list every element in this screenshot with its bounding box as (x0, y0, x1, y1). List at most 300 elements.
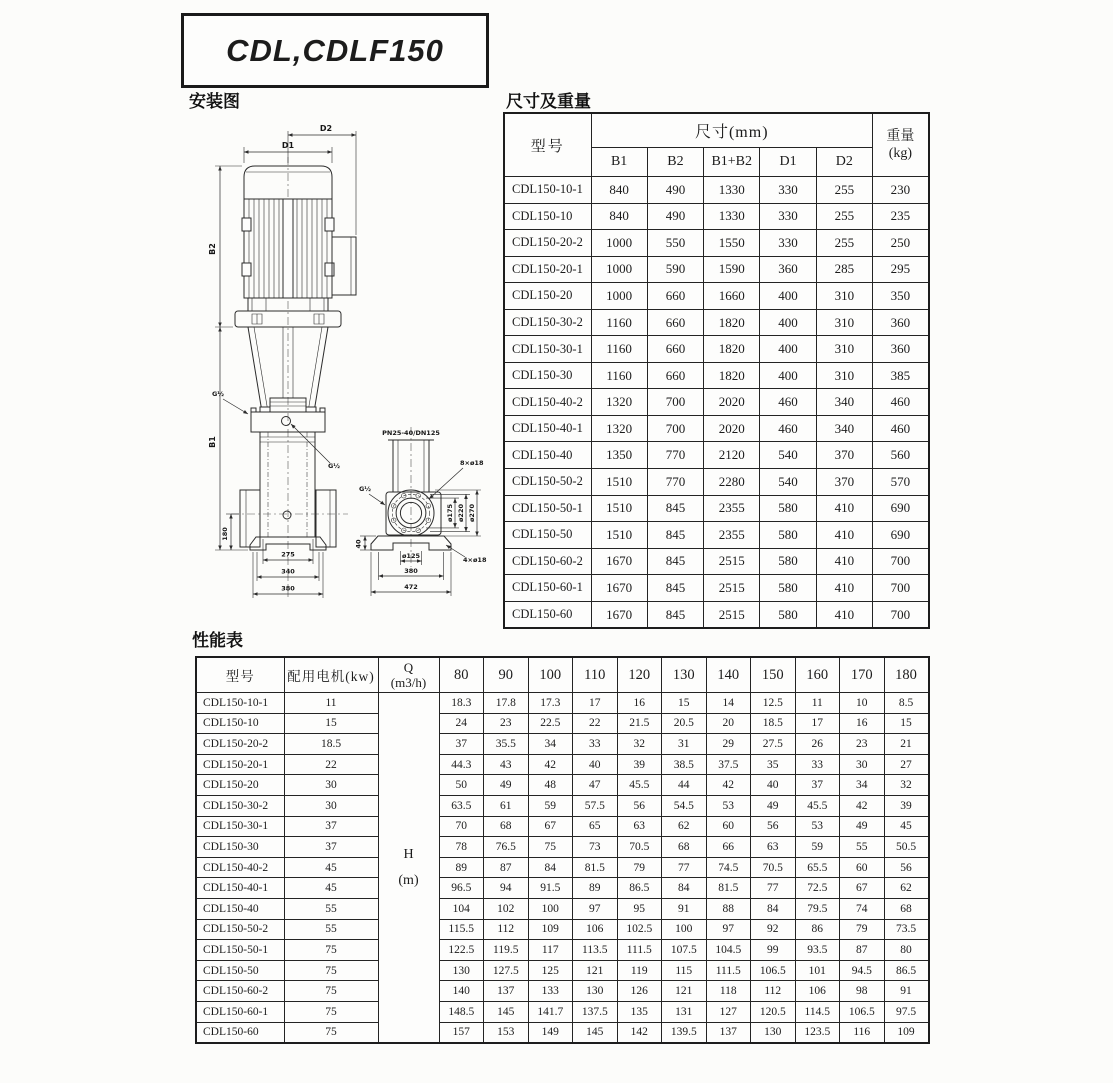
head-value-cell: 97.5 (884, 1001, 929, 1022)
table-row (504, 177, 929, 204)
model-cell: CDL150-10-1 (196, 693, 284, 714)
dim-label-dia125: ø125 (401, 552, 421, 560)
model-cell: CDL150-10 (196, 713, 284, 734)
value-cell: 1320 (591, 389, 647, 416)
head-value-cell: 60 (840, 857, 885, 878)
value-cell: 1330 (704, 177, 760, 204)
value-cell: 660 (647, 362, 703, 389)
value-cell: 1510 (591, 522, 647, 549)
head-value-cell: 34 (528, 734, 573, 755)
head-value-cell: 14 (706, 693, 751, 714)
model-cell: CDL150-50-1 (504, 495, 591, 522)
dim-size-col-header: B1+B2 (704, 148, 760, 177)
junction-box (332, 237, 356, 295)
value-cell: 1820 (704, 309, 760, 336)
head-value-cell: 56 (884, 857, 929, 878)
head-value-cell: 125 (528, 960, 573, 981)
value-cell: 1670 (591, 575, 647, 602)
value-cell: 310 (816, 362, 872, 389)
head-value-cell: 126 (617, 981, 662, 1002)
model-cell: CDL150-60-2 (504, 548, 591, 575)
weight-header-line2: (kg) (888, 146, 913, 161)
head-value-cell: 49 (484, 775, 529, 796)
head-value-cell: 45 (884, 816, 929, 837)
performance-heading: 性能表 (192, 631, 243, 650)
table-row (196, 878, 929, 899)
model-cell: CDL150-30-2 (504, 309, 591, 336)
head-value-cell: 44.3 (439, 754, 484, 775)
value-cell: 1160 (591, 309, 647, 336)
head-value-cell: 106.5 (751, 960, 796, 981)
value-cell: 1000 (591, 283, 647, 310)
head-value-cell: 91.5 (528, 878, 573, 899)
model-cell: CDL150-30 (196, 837, 284, 858)
head-value-cell: 119.5 (484, 940, 529, 961)
value-cell: 385 (873, 362, 929, 389)
head-value-cell: 23 (840, 734, 885, 755)
head-value-cell: 45.5 (795, 795, 840, 816)
head-value-cell: 37 (439, 734, 484, 755)
model-cell: CDL150-60-2 (196, 981, 284, 1002)
perf-header-row (196, 657, 929, 693)
model-cell: CDL150-40-1 (196, 878, 284, 899)
value-cell: 660 (647, 283, 703, 310)
table-row (196, 713, 929, 734)
dim-size-col-header: D1 (760, 148, 816, 177)
head-value-cell: 148.5 (439, 1001, 484, 1022)
head-value-cell: 21 (884, 734, 929, 755)
value-cell: 690 (873, 522, 929, 549)
weight-header-line1: 重量 (886, 129, 915, 144)
value-cell: 400 (760, 283, 816, 310)
head-value-cell: 84 (751, 898, 796, 919)
head-value-cell: 56 (617, 795, 662, 816)
head-value-cell: 68 (484, 816, 529, 837)
value-cell: 770 (647, 469, 703, 496)
table-row (504, 256, 929, 283)
head-value-cell: 62 (884, 878, 929, 899)
value-cell: 460 (760, 389, 816, 416)
model-cell: CDL150-60 (504, 601, 591, 628)
model-title-box (181, 13, 489, 88)
value-cell: 1000 (591, 256, 647, 283)
model-cell: CDL150-30-1 (504, 336, 591, 363)
value-cell: 1510 (591, 469, 647, 496)
table-row (504, 522, 929, 549)
head-value-cell: 67 (840, 878, 885, 899)
head-value-cell: 78 (439, 837, 484, 858)
value-cell: 590 (647, 256, 703, 283)
value-cell: 580 (760, 575, 816, 602)
installation-heading: 安装图 (189, 92, 240, 111)
head-value-cell: 89 (573, 878, 618, 899)
head-value-cell: 87 (840, 940, 885, 961)
model-cell: CDL150-20-2 (196, 734, 284, 755)
model-cell: CDL150-40 (196, 898, 284, 919)
head-value-cell: 17.8 (484, 693, 529, 714)
head-value-cell: 111.5 (617, 940, 662, 961)
head-value-cell: 30 (840, 754, 885, 775)
head-value-cell: 122.5 (439, 940, 484, 961)
head-value-cell: 135 (617, 1001, 662, 1022)
table-row (196, 940, 929, 961)
value-cell: 2020 (704, 389, 760, 416)
value-cell: 690 (873, 495, 929, 522)
head-value-cell: 40 (751, 775, 796, 796)
table-row (504, 283, 929, 310)
head-value-cell: 63.5 (439, 795, 484, 816)
head-value-cell: 112 (484, 919, 529, 940)
head-value-cell: 8.5 (884, 693, 929, 714)
head-value-cell: 121 (662, 981, 707, 1002)
table-row (196, 1022, 929, 1043)
head-value-cell: 112 (751, 981, 796, 1002)
motor-power-cell: 30 (284, 775, 378, 796)
value-cell: 1550 (704, 230, 760, 257)
head-value-cell: 47 (573, 775, 618, 796)
model-cell: CDL150-50-2 (504, 469, 591, 496)
head-value-cell: 55 (840, 837, 885, 858)
head-value-cell: 34 (840, 775, 885, 796)
head-value-cell: 91 (884, 981, 929, 1002)
model-cell: CDL150-20 (196, 775, 284, 796)
value-cell: 360 (760, 256, 816, 283)
dim-label-d2: D2 (319, 124, 333, 133)
head-value-cell: 113.5 (573, 940, 618, 961)
head-value-cell: 32 (617, 734, 662, 755)
model-cell: CDL150-40-2 (504, 389, 591, 416)
value-cell: 540 (760, 469, 816, 496)
performance-table-section (195, 656, 930, 1044)
value-cell: 2515 (704, 601, 760, 628)
head-value-cell: 94 (484, 878, 529, 899)
model-cell: CDL150-30-1 (196, 816, 284, 837)
model-cell: CDL150-40-2 (196, 857, 284, 878)
head-value-cell: 79.5 (795, 898, 840, 919)
model-cell: CDL150-60-1 (504, 575, 591, 602)
head-value-cell: 118 (706, 981, 751, 1002)
value-cell: 2020 (704, 415, 760, 442)
value-cell: 250 (873, 230, 929, 257)
head-value-cell: 43 (484, 754, 529, 775)
head-unit-line1: H (403, 846, 414, 862)
value-cell: 845 (647, 522, 703, 549)
value-cell: 1670 (591, 601, 647, 628)
value-cell: 490 (647, 177, 703, 204)
head-value-cell: 37 (795, 775, 840, 796)
head-value-cell: 114.5 (795, 1001, 840, 1022)
value-cell: 2280 (704, 469, 760, 496)
flow-header-line1: Q (403, 660, 414, 675)
motor-power-cell: 45 (284, 878, 378, 899)
model-cell: CDL150-50 (196, 960, 284, 981)
head-value-cell: 75 (528, 837, 573, 858)
head-value-cell: 20.5 (662, 713, 707, 734)
value-cell: 700 (873, 548, 929, 575)
value-cell: 410 (816, 548, 872, 575)
value-cell: 410 (816, 601, 872, 628)
head-value-cell: 81.5 (573, 857, 618, 878)
table-row (504, 442, 929, 469)
table-row (504, 415, 929, 442)
base-holes-label: 4×ø18 (463, 556, 487, 564)
head-value-cell: 48 (528, 775, 573, 796)
model-cell: CDL150-20 (504, 283, 591, 310)
motor-power-cell: 37 (284, 816, 378, 837)
head-value-cell: 93.5 (795, 940, 840, 961)
value-cell: 400 (760, 336, 816, 363)
head-value-cell: 17 (573, 693, 618, 714)
value-cell: 1350 (591, 442, 647, 469)
model-cell: CDL150-60 (196, 1022, 284, 1043)
value-cell: 1000 (591, 230, 647, 257)
head-value-cell: 86 (795, 919, 840, 940)
head-value-cell: 74 (840, 898, 885, 919)
head-value-cell: 22 (573, 713, 618, 734)
motor-power-cell: 75 (284, 960, 378, 981)
table-row (196, 816, 929, 837)
value-cell: 1510 (591, 495, 647, 522)
head-value-cell: 67 (528, 816, 573, 837)
head-value-cell: 11 (795, 693, 840, 714)
head-value-cell: 72.5 (795, 878, 840, 899)
value-cell: 700 (873, 601, 929, 628)
head-value-cell: 40 (573, 754, 618, 775)
head-value-cell: 27.5 (751, 734, 796, 755)
table-row (504, 309, 929, 336)
value-cell: 660 (647, 309, 703, 336)
table-row (196, 1001, 929, 1022)
value-cell: 1820 (704, 336, 760, 363)
dim-label-dia220: ø220 (457, 503, 465, 523)
value-cell: 700 (647, 389, 703, 416)
flow-value-header: 130 (662, 657, 707, 693)
head-value-cell: 33 (573, 734, 618, 755)
bolt-holes-label: 8×ø18 (460, 459, 484, 467)
head-value-cell: 44 (662, 775, 707, 796)
head-value-cell: 91 (662, 898, 707, 919)
table-row (504, 336, 929, 363)
model-cell: CDL150-20-2 (504, 230, 591, 257)
table-row (196, 734, 929, 755)
head-value-cell: 38.5 (662, 754, 707, 775)
head-value-cell: 74.5 (706, 857, 751, 878)
head-value-cell: 99 (751, 940, 796, 961)
model-cell: CDL150-40 (504, 442, 591, 469)
left-flange (240, 490, 260, 547)
head-value-cell: 123.5 (795, 1022, 840, 1043)
value-cell: 570 (873, 469, 929, 496)
head-value-cell: 127 (706, 1001, 751, 1022)
right-flange (316, 490, 336, 547)
head-value-cell: 84 (528, 857, 573, 878)
value-cell: 840 (591, 177, 647, 204)
dimensions-table-body (504, 177, 929, 629)
dim-label-b1: B1 (208, 436, 217, 448)
dimensions-heading: 尺寸及重量 (506, 92, 591, 111)
dim-label-180: 180 (221, 527, 229, 541)
head-value-cell: 22.5 (528, 713, 573, 734)
head-value-cell: 16 (617, 693, 662, 714)
head-value-cell: 115.5 (439, 919, 484, 940)
port-label-g12-left: G½ (211, 390, 225, 398)
table-row (504, 548, 929, 575)
head-value-cell: 26 (795, 734, 840, 755)
flange-port-label-g12: G½ (358, 485, 372, 493)
head-value-cell: 21.5 (617, 713, 662, 734)
head-value-cell: 97 (706, 919, 751, 940)
model-cell: CDL150-30 (504, 362, 591, 389)
dim-label-380: 380 (281, 584, 295, 593)
value-cell: 1670 (591, 548, 647, 575)
motor-power-cell: 75 (284, 940, 378, 961)
head-value-cell: 102 (484, 898, 529, 919)
head-value-cell: 116 (840, 1022, 885, 1043)
head-value-cell: 89 (439, 857, 484, 878)
head-value-cell: 140 (439, 981, 484, 1002)
dim-label-275: 275 (281, 550, 295, 559)
flow-value-header: 140 (706, 657, 751, 693)
table-row (504, 469, 929, 496)
head-value-cell: 35 (751, 754, 796, 775)
head-value-cell: 32 (884, 775, 929, 796)
dim-col-model-header: 型号 (504, 113, 591, 177)
head-value-cell: 18.3 (439, 693, 484, 714)
flange-dim-label-472: 472 (404, 583, 418, 591)
head-value-cell: 33 (795, 754, 840, 775)
head-value-cell: 107.5 (662, 940, 707, 961)
head-value-cell: 84 (662, 878, 707, 899)
value-cell: 360 (873, 336, 929, 363)
performance-table (195, 656, 930, 1044)
head-value-cell: 141.7 (528, 1001, 573, 1022)
head-value-cell: 104 (439, 898, 484, 919)
head-value-cell: 157 (439, 1022, 484, 1043)
head-value-cell: 42 (706, 775, 751, 796)
motor-power-cell: 75 (284, 981, 378, 1002)
value-cell: 235 (873, 203, 929, 230)
dim-label-dia175: ø175 (446, 503, 454, 523)
flow-value-header: 120 (617, 657, 662, 693)
value-cell: 330 (760, 203, 816, 230)
head-value-cell: 149 (528, 1022, 573, 1043)
value-cell: 580 (760, 495, 816, 522)
head-value-cell: 68 (884, 898, 929, 919)
head-value-cell: 63 (617, 816, 662, 837)
value-cell: 845 (647, 495, 703, 522)
value-cell: 2120 (704, 442, 760, 469)
flow-header-line2: (m3/h) (390, 675, 427, 690)
value-cell: 410 (816, 495, 872, 522)
head-value-cell: 70.5 (617, 837, 662, 858)
head-value-cell: 57.5 (573, 795, 618, 816)
table-row (196, 960, 929, 981)
head-value-cell: 95 (617, 898, 662, 919)
value-cell: 410 (816, 575, 872, 602)
head-value-cell: 88 (706, 898, 751, 919)
head-value-cell: 97 (573, 898, 618, 919)
performance-table-body (196, 693, 929, 1044)
head-value-cell: 35.5 (484, 734, 529, 755)
head-value-cell: 53 (706, 795, 751, 816)
head-value-cell: 63 (751, 837, 796, 858)
head-value-cell: 65.5 (795, 857, 840, 878)
dimensions-table (503, 112, 930, 629)
head-value-cell: 153 (484, 1022, 529, 1043)
head-value-cell: 31 (662, 734, 707, 755)
head-value-cell: 50.5 (884, 837, 929, 858)
head-value-cell: 70.5 (751, 857, 796, 878)
head-value-cell: 119 (617, 960, 662, 981)
flow-value-header: 180 (884, 657, 929, 693)
head-value-cell: 49 (840, 816, 885, 837)
model-cell: CDL150-30-2 (196, 795, 284, 816)
value-cell: 1320 (591, 415, 647, 442)
head-value-cell: 45.5 (617, 775, 662, 796)
value-cell: 460 (760, 415, 816, 442)
head-value-cell: 59 (528, 795, 573, 816)
value-cell: 400 (760, 362, 816, 389)
value-cell: 330 (760, 230, 816, 257)
value-cell: 770 (647, 442, 703, 469)
head-value-cell: 137.5 (573, 1001, 618, 1022)
head-value-cell: 53 (795, 816, 840, 837)
head-value-cell: 61 (484, 795, 529, 816)
value-cell: 700 (647, 415, 703, 442)
flow-value-header: 80 (439, 657, 484, 693)
head-value-cell: 79 (840, 919, 885, 940)
head-value-cell: 10 (840, 693, 885, 714)
head-value-cell: 81.5 (706, 878, 751, 899)
value-cell: 580 (760, 548, 816, 575)
model-cell: CDL150-20-1 (196, 754, 284, 775)
flange-dim-label-380: 380 (404, 567, 418, 575)
value-cell: 255 (816, 203, 872, 230)
port-label-g12-center: G½ (327, 462, 341, 470)
head-value-cell: 17.3 (528, 693, 573, 714)
value-cell: 410 (816, 522, 872, 549)
head-value-cell: 73 (573, 837, 618, 858)
value-cell: 1820 (704, 362, 760, 389)
page-title: CDL,CDLF150 (226, 32, 444, 68)
value-cell: 460 (873, 389, 929, 416)
motor-power-cell: 18.5 (284, 734, 378, 755)
head-value-cell: 139.5 (662, 1022, 707, 1043)
flow-value-header: 160 (795, 657, 840, 693)
head-value-cell: 109 (528, 919, 573, 940)
value-cell: 845 (647, 548, 703, 575)
value-cell: 1160 (591, 362, 647, 389)
value-cell: 370 (816, 469, 872, 496)
flow-value-header: 170 (840, 657, 885, 693)
table-row (196, 919, 929, 940)
head-value-cell: 62 (662, 816, 707, 837)
head-value-cell: 145 (573, 1022, 618, 1043)
model-cell: CDL150-20-1 (504, 256, 591, 283)
value-cell: 340 (816, 415, 872, 442)
head-value-cell: 106.5 (840, 1001, 885, 1022)
value-cell: 2355 (704, 522, 760, 549)
head-value-cell: 130 (439, 960, 484, 981)
head-value-cell: 29 (706, 734, 751, 755)
head-value-cell: 120.5 (751, 1001, 796, 1022)
head-value-cell: 18.5 (751, 713, 796, 734)
table-row (504, 362, 929, 389)
value-cell: 700 (873, 575, 929, 602)
head-value-cell: 12.5 (751, 693, 796, 714)
pump-front-view (208, 124, 356, 598)
head-value-cell: 23 (484, 713, 529, 734)
